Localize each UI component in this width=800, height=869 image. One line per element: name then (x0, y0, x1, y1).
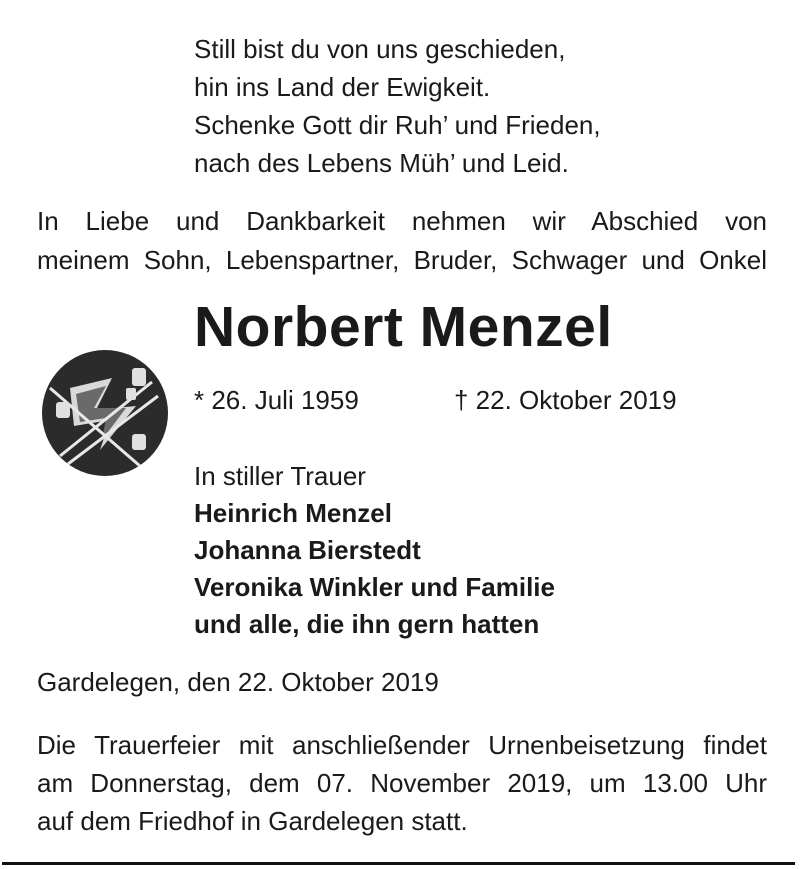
life-dates (194, 383, 677, 417)
mourner-name: und alle, die ihn gern hatten (194, 609, 540, 639)
obituary-notice (2, 0, 795, 865)
chained-bird-icon (40, 348, 170, 478)
mourner-name: Johanna Bierstedt (194, 535, 421, 565)
funeral-service-info (37, 726, 767, 840)
birth-date: * 26. Juli 1959 (194, 385, 359, 415)
poem (194, 30, 601, 182)
death-date: † 22. Oktober 2019 (454, 385, 677, 415)
intro-line: meinem Sohn, Lebenspartner, Bruder, Schwager und Onkel (37, 245, 767, 275)
poem-line: Schenke Gott dir Ruh’ und Frieden, (194, 110, 601, 140)
deceased-name: Norbert Menzel (194, 295, 613, 359)
mourners (194, 458, 555, 643)
service-line: am Donnerstag, dem 07. November 2019, um 13.00 Uhr (37, 768, 767, 798)
poem-line: Still bist du von uns geschieden, (194, 34, 566, 64)
poem-line: nach des Lebens Müh’ und Leid. (194, 148, 569, 178)
mourner-name: Heinrich Menzel (194, 498, 392, 528)
mourner-name: Veronika Winkler und Familie (194, 572, 555, 602)
place-and-date: Gardelegen, den 22. Oktober 2019 (37, 667, 439, 697)
service-line: Die Trauerfeier mit anschließender Urnenbeisetzung findet (37, 730, 767, 760)
mourners-heading: In stiller Trauer (194, 461, 366, 491)
farewell-intro (37, 202, 767, 280)
service-line: auf dem Friedhof in Gardelegen statt. (37, 806, 468, 836)
intro-line: In Liebe und Dankbarkeit nehmen wir Abschied von (37, 206, 767, 236)
poem-line: hin ins Land der Ewigkeit. (194, 72, 491, 102)
